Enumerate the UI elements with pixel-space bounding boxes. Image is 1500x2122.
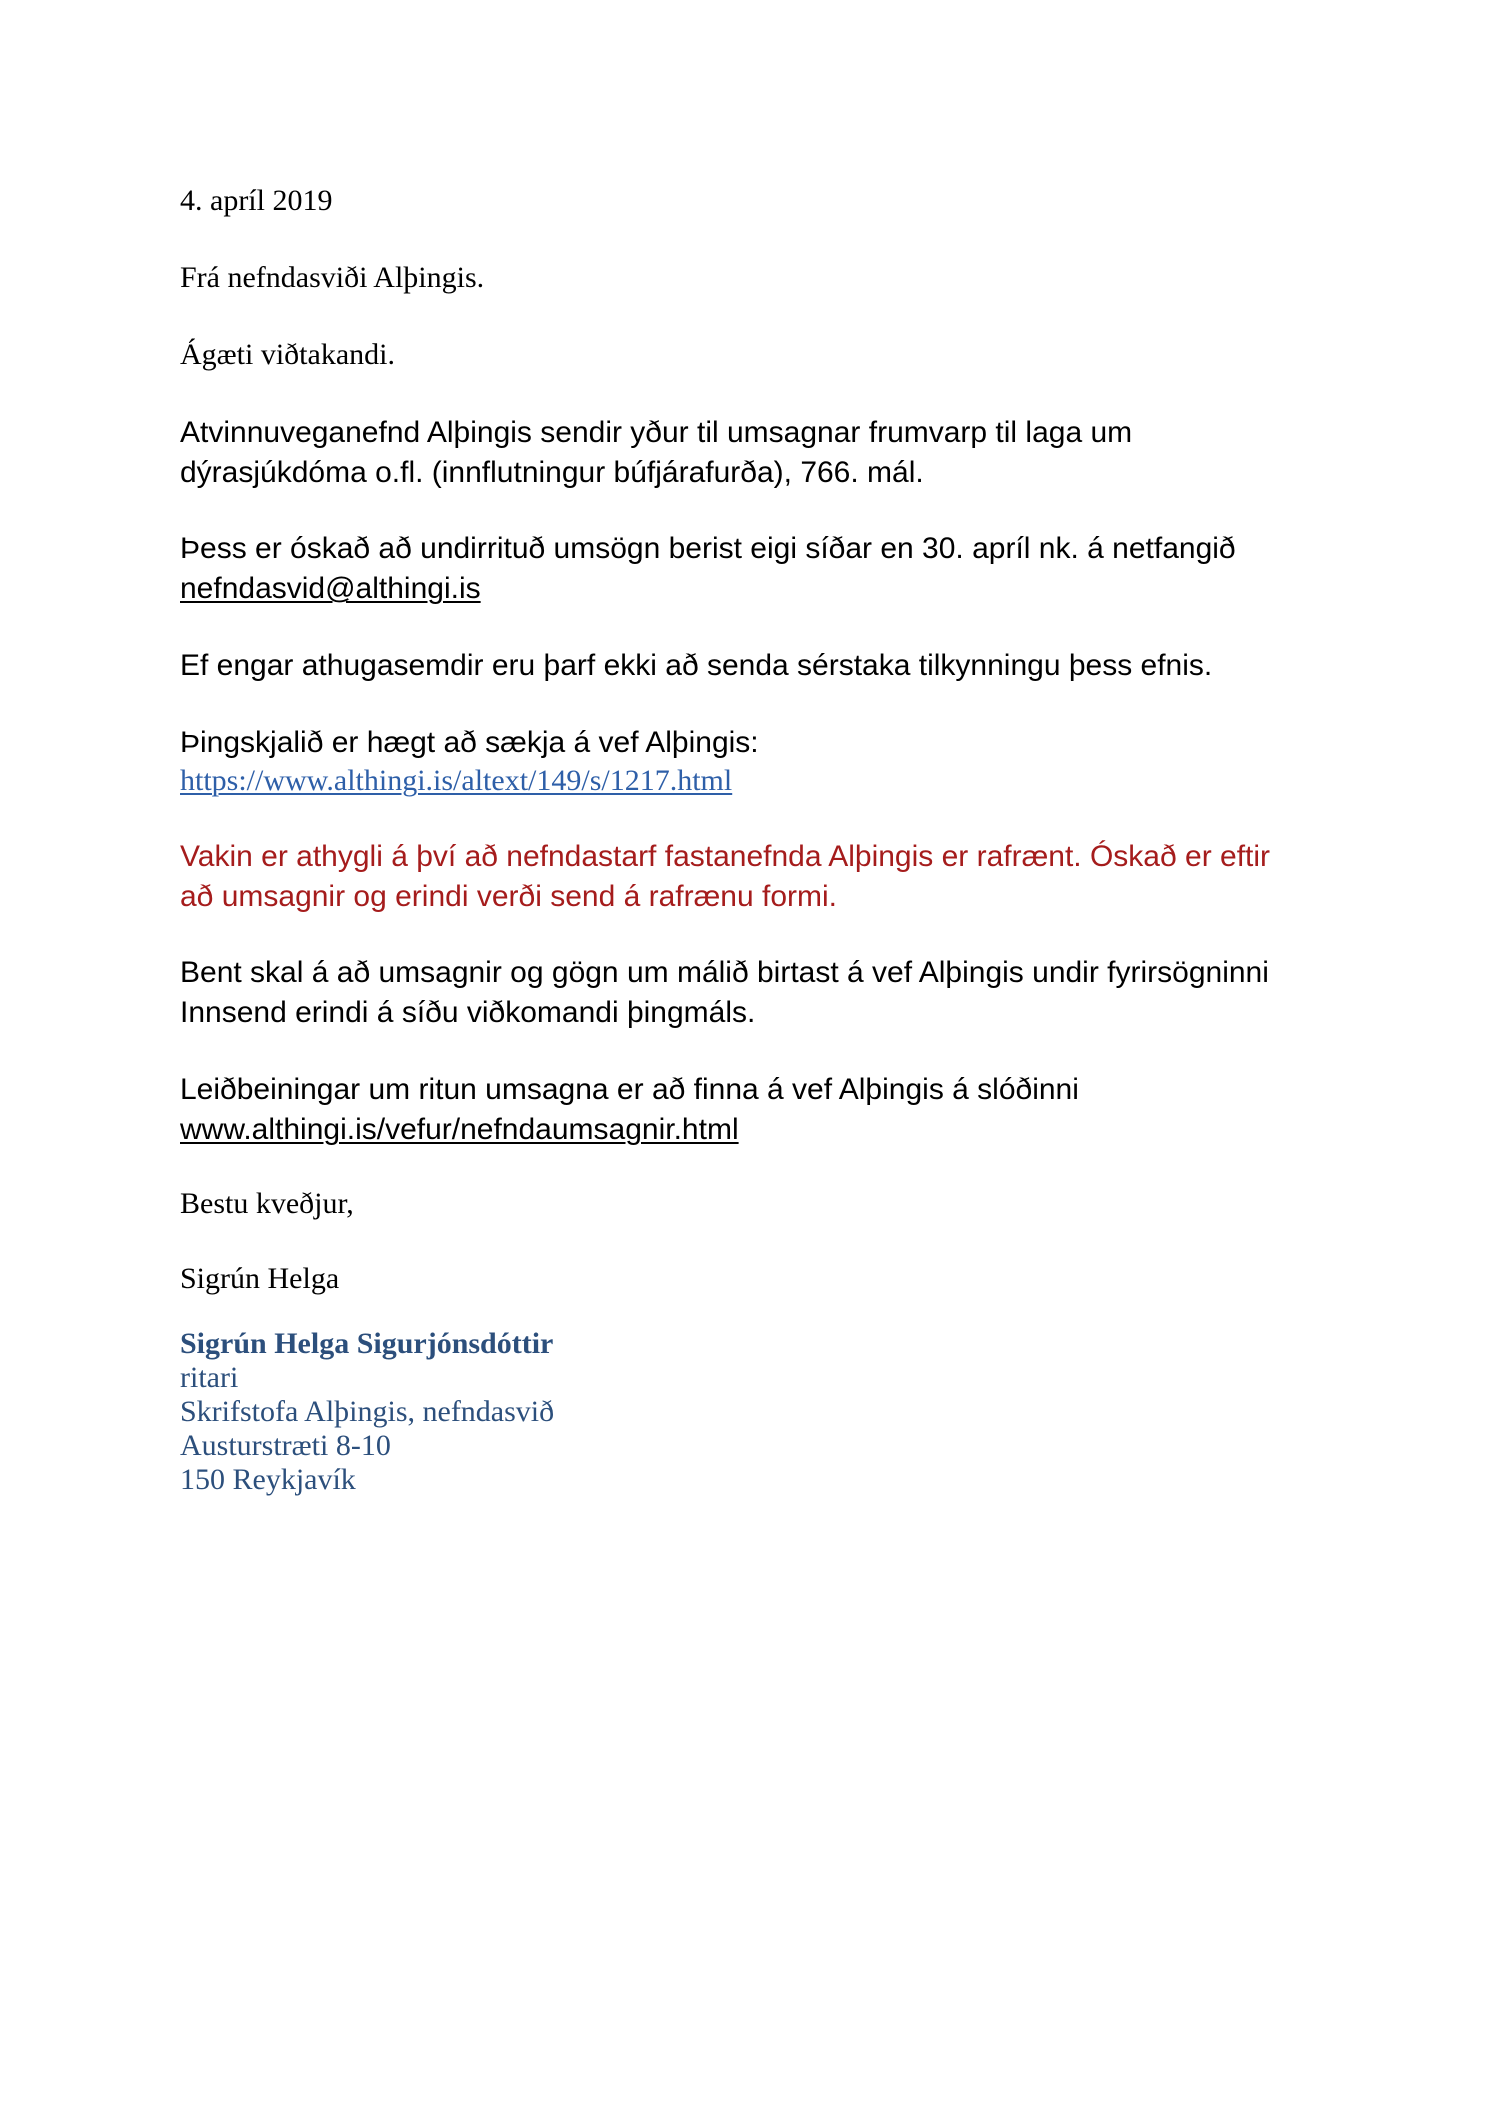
paragraph-2-line-1: Þess er óskað að undirrituð umsögn berist eigi síðar en 30. apríl nk. á netfangið [180,532,1236,565]
sender-line: Frá nefndasviði Alþingis. [180,261,485,294]
signature-office: Skrifstofa Alþingis, nefndasvið [180,1395,555,1428]
paragraph-5-line-2: Innsend erindi á síðu viðkomandi þingmáls. [180,996,756,1029]
email-link[interactable]: nefndasvid@althingi.is [180,572,481,605]
notice-line-1: Vakin er athygli á því að nefndastarf fastanefnda Alþingis er rafrænt. Óskað er eftir [180,840,1271,873]
signature-short: Sigrún Helga [180,1262,340,1295]
paragraph-4-line-1: Þingskjalið er hægt að sækja á vef Alþingis: [180,726,759,759]
signature-name: Sigrún Helga Sigurjónsdóttir [180,1327,554,1360]
signature-title: ritari [180,1361,239,1394]
signature-city: 150 Reykjavík [180,1463,356,1496]
signature-street: Austurstræti 8-10 [180,1429,391,1462]
paragraph-1-line-1: Atvinnuveganefnd Alþingis sendir yður til umsagnar frumvarp til laga um [180,416,1133,449]
paragraph-5-line-1: Bent skal á að umsagnir og gögn um málið birtast á vef Alþingis undir fyrirsögninni [180,956,1269,989]
closing: Bestu kveðjur, [180,1187,354,1220]
paragraph-3: Ef engar athugasemdir eru þarf ekki að senda sérstaka tilkynningu þess efnis. [180,649,1213,682]
paragraph-1-line-2: dýrasjúkdóma o.fl. (innflutningur búfjárafurða), 766. mál. [180,456,924,489]
document-url-link[interactable]: https://www.althingi.is/altext/149/s/1217.html [180,764,733,797]
notice-line-2: að umsagnir og erindi verði send á rafrænu formi. [180,880,837,913]
greeting: Ágæti viðtakandi. [180,338,395,371]
guidelines-url-link[interactable]: www.althingi.is/vefur/nefndaumsagnir.html [180,1113,739,1146]
paragraph-6-line-1: Leiðbeiningar um ritun umsagna er að finna á vef Alþingis á slóðinni [180,1073,1079,1106]
letter-date: 4. apríl 2019 [180,184,333,217]
